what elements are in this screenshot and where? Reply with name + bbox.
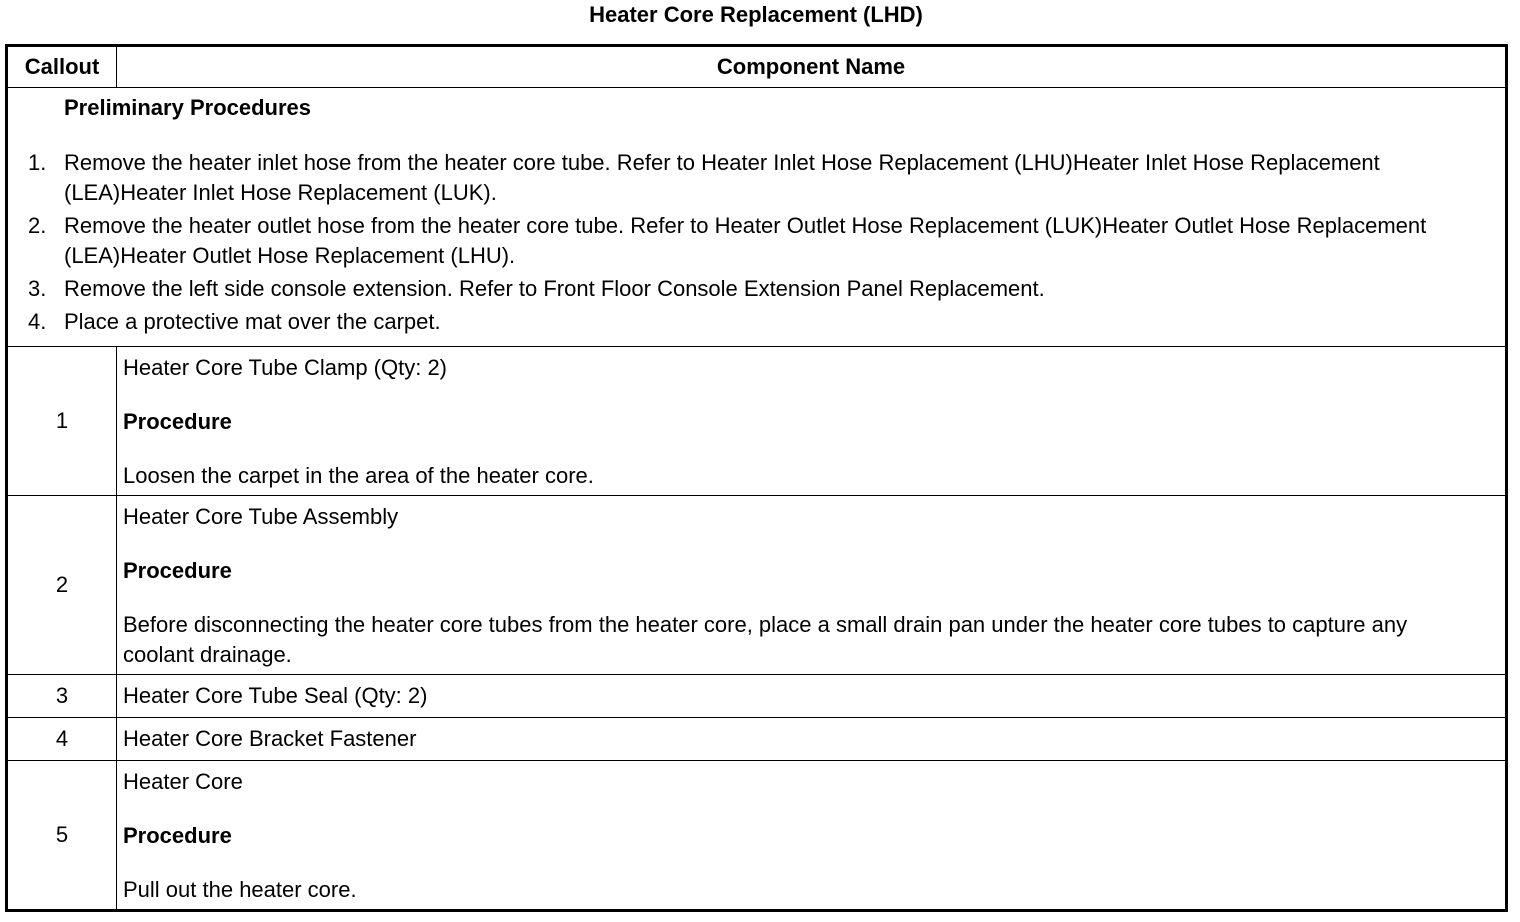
component-cell [117,496,1507,675]
step-text: Place a protective mat over the carpet. [64,309,441,334]
components-table [5,44,1508,912]
step-text: Remove the left side console extension. Refer to Front Floor Console Extension Panel Replacement. [64,276,1045,301]
document-title: Heater Core Replacement (LHD) [589,2,923,27]
component-name: Heater Core Tube Seal (Qty: 2) [117,675,1507,718]
preliminary-step [8,307,1505,337]
table-row [7,675,1507,718]
procedure-label: Procedure [123,409,232,434]
preliminary-procedures-title: Preliminary Procedures [64,95,312,120]
component-name: Heater Core Tube Clamp (Qty: 2) [123,355,448,380]
callout-cell: 2 [7,496,117,675]
step-number: 2. [28,213,47,238]
callout-column-header: Callout [7,46,117,88]
procedure-text: Loosen the carpet in the area of the heater core. [123,463,594,488]
callout-cell: 5 [7,761,117,911]
table-row [7,496,1507,675]
step-text: Remove the heater inlet hose from the heater core tube. Refer to Heater Inlet Hose Replacement (LHU)Heater Inlet Hose Replacement (LEA)Heater Inlet Hose Replacement (LUK). [64,150,1380,205]
procedure-label: Procedure [123,823,232,848]
step-number: 1. [28,150,47,175]
procedure-label: Procedure [123,558,232,583]
table-row [7,347,1507,496]
procedure-text: Pull out the heater core. [123,877,357,902]
preliminary-step [8,274,1505,304]
step-number: 3. [28,276,47,301]
preliminary-procedures-cell [7,88,1507,347]
callout-cell: 4 [7,718,117,761]
component-name: Heater Core Bracket Fastener [117,718,1507,761]
preliminary-step [8,211,1505,271]
step-number: 4. [28,309,47,334]
component-name: Heater Core [123,769,243,794]
callout-cell: 1 [7,347,117,496]
component-name: Heater Core Tube Assembly [123,504,399,529]
preliminary-steps-list [8,148,1505,337]
table-row [7,718,1507,761]
callout-cell: 3 [7,675,117,718]
component-name-column-header: Component Name [117,46,1507,88]
component-cell [117,347,1507,496]
table-row [7,761,1507,911]
table-header-row [7,46,1507,88]
procedure-text: Before disconnecting the heater core tubes from the heater core, place a small drain pan under the heater core tubes to capture any coolant drainage. [123,612,1408,667]
step-text: Remove the heater outlet hose from the heater core tube. Refer to Heater Outlet Hose Replacement (LUK)Heater Outlet Hose Replacement (LEA)Heater Outlet Hose Replacement (LHU). [64,213,1427,268]
component-cell [117,761,1507,911]
preliminary-procedures-row [7,88,1507,347]
preliminary-step [8,148,1505,208]
